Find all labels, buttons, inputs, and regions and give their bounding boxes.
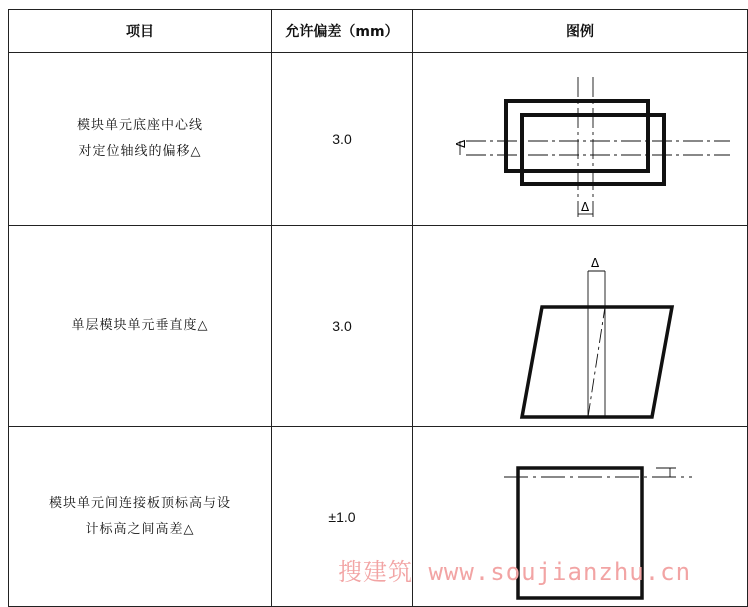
- delta-label: Δ: [581, 199, 590, 214]
- item-text-line: 计标高之间高差△: [85, 521, 195, 537]
- tolerance-value: ±1.0: [272, 427, 413, 607]
- item-text-line: 模块单元间连接板顶标高与设: [48, 495, 231, 511]
- delta-label: Δ: [591, 255, 600, 270]
- header-tolerance: 允许偏差（mm）: [272, 10, 413, 53]
- header-figure: 图例: [413, 10, 748, 53]
- header-item: 项目: [9, 10, 272, 53]
- tolerance-value: 3.0: [272, 53, 413, 226]
- table-row: [9, 53, 748, 226]
- item-text-line: 模块单元底座中心线: [76, 118, 203, 133]
- delta-label: Δ: [454, 139, 468, 148]
- tolerance-table: [8, 9, 748, 607]
- table-row: [9, 226, 748, 427]
- item-cell: [9, 226, 272, 427]
- item-cell: [9, 427, 272, 607]
- base-offset-diagram: [430, 57, 730, 222]
- header-row: [9, 10, 748, 53]
- figure-cell: [413, 226, 748, 427]
- item-text-line: 单层模块单元垂直度△: [71, 318, 209, 333]
- watermark: 搜建筑 www.soujianzhu.cn: [338, 558, 692, 586]
- tolerance-value: 3.0: [272, 226, 413, 427]
- figure-cell: [413, 53, 748, 226]
- verticality-diagram: [430, 229, 730, 424]
- item-cell: [9, 53, 272, 226]
- item-text-line: 对定位轴线的偏移△: [78, 144, 202, 159]
